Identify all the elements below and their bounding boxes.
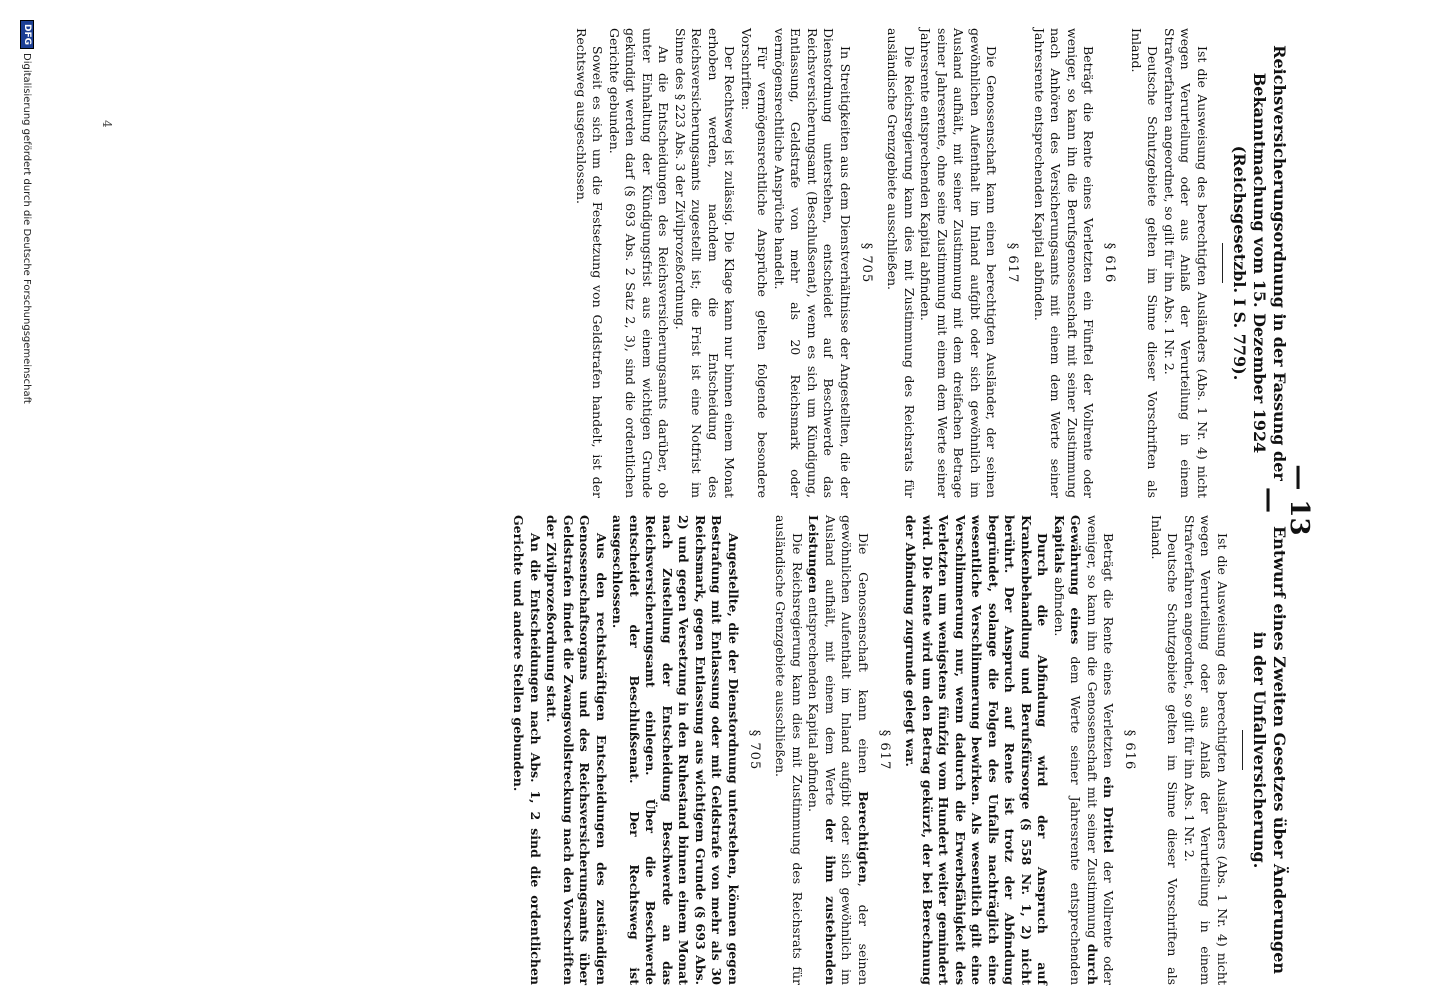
column-current-law — [569, 28, 1290, 498]
paragraph: Ist die Ausweisung des berechtigten Ausländers (Abs. 1 Nr. 4) nicht wegen Verurteilung oder aus Anlaß der Verurteilung in einem Strafverfahren angeordnet, so gilt für ihn Abs. 1 Nr. 2. — [1162, 28, 1210, 498]
paragraph: Die Reichsregierung kann dies mit Zustimmung des Reichsrats für ausländische Grenzgebiete ausschließen. — [773, 515, 805, 985]
paragraph: Beträgt die Rente eines Verletzten ein Fünftel der Vollrente oder weniger, so kann ihn die Berufsgenossenschaft mit seiner Zustimmung nach Anhören des Versicherungsamts mit einem dem Werte seiner Jahresrente entsprechenden Kapital abfinden. — [1032, 28, 1097, 498]
section-617 — [772, 515, 871, 985]
text-run: Beträgt die Rente eines Verletzten — [1101, 533, 1117, 777]
section-616 — [902, 515, 1117, 985]
text-run: , der seinen gewöhnlichen Aufenthalt im Inland aufgibt oder sich gewöhnlich im Ausland aufhält, mit einem dem Werte — [823, 515, 871, 985]
margin-mark: 4 — [100, 120, 114, 128]
dfg-logo: DFG — [20, 20, 34, 49]
amended-paragraph: Angestellte, die der Dienstordnung unterstehen, können gegen Bestrafung mit Entlassung oder mit Geldstrafe von mehr als 30 Reichsmark, gegen Entlassung aus wichtigem Grunde (§ 693 Abs. 2) und gegen Versetzung in den Ruhestand binnen einem Monat nach Zustellung der Entscheidung Beschwerde an das Reichsversicherungsamt einlegen. Über die Beschwerde entscheidet der Beschlußsenat. Der Rechtsweg ist ausgeschlossen. — [610, 515, 741, 985]
amended-text: Berechtigten — [856, 791, 871, 883]
section-616 — [1031, 28, 1097, 498]
text-run: der Vollrente oder weniger, so kann ihn die Genossenschaft mit seiner Zustimmung — [1085, 515, 1117, 985]
paragraph: Die Reichsregierung kann dies mit Zustimmung des Reichsrats für ausländische Grenzgebiete ausschließen. — [885, 28, 917, 498]
paragraph: Soweit es sich um die Festsetzung von Geldstrafen handelt, ist der Rechtsweg ausgeschlossen. — [574, 28, 606, 498]
text-run: abfinden. — [1052, 573, 1067, 637]
credit-text: Digitalisierung gefördert durch die Deutsche Forschungsgemeinschaft — [21, 53, 32, 404]
column-title-current-law: Reichsversicherungsordnung in der Fassung der Bekanntmachung vom 15. Dezember 1924 (Reichsgesetzbl. I S. 779). — [1230, 45, 1289, 481]
title-rule — [1242, 730, 1243, 770]
column-title-draft: Entwurf eines Zweiten Gesetzes über Änderungen in der Unfallversicherung. — [1250, 525, 1289, 974]
amended-text: durch Gewährung eines — [1068, 515, 1100, 985]
section-705 — [510, 515, 741, 985]
digitization-credit — [20, 20, 34, 980]
paragraph: Ist die Ausweisung des berechtigten Ausländers (Abs. 1 Nr. 4) nicht wegen Verurteilung oder aus Anlaß der Verurteilung in einem Strafverfahren angeordnet, so gilt für ihn Abs. 1 Nr. 2. — [1182, 515, 1230, 985]
paragraph: An die Entscheidungen des Reichsversicherungsamts darüber, ob unter Einhaltung der Kündigungsfrist aus einem wichtigen Grunde gekündigt werden darf (§ 693 Abs. 2 Satz 2, 3), sind die ordentlichen Gerichte gebunden. — [607, 28, 672, 498]
paragraph — [1051, 515, 1117, 985]
amended-paragraph: Durch die Abfindung wird der Anspruch auf Krankenbehandlung und Berufsfürsorge (§ 558 Nr. 1, 2) nicht berührt. Der Anspruch auf Rente ist trotz der Abfindung begründet, solange die Folgen des Unfalls nachträglich eine wesentliche Verschlimmerung bewirken. Als wesentlich gilt eine Verschlimmerung nur, wenn dadurch die Erwerbsfähigkeit des Verletzten um wenigstens fünfzig vom Hundert weiter gemindert wird. Die Rente wird um den Betrag gekürzt, der bei Berechnung der Abfindung zugrunde gelegt war. — [903, 515, 1051, 985]
section-heading-705: § 705 — [747, 729, 762, 771]
paragraph: Deutsche Schutzgebiete gelten im Sinne dieser Vorschriften als Inland. — [1129, 28, 1161, 498]
paragraph: Für vermögensrechtliche Ansprüche gelten folgende besondere Vorschriften: — [739, 28, 771, 498]
intro-block — [1128, 28, 1211, 498]
section-heading-616: § 616 — [1102, 242, 1118, 284]
section-617 — [884, 28, 1000, 498]
paragraph: Der Rechtsweg ist zulässig. Die Klage kann nur binnen einem Monat erhoben werden, nachdem die Entscheidung des Reichsversicherungsamts zugestellt ist; die Frist ist eine Notfrist im Sinne des § 223 Abs. 3 der Zivilprozeßordnung. — [673, 28, 738, 498]
text-run: entsprechenden Kapital abfinden. — [806, 593, 822, 812]
paragraph — [805, 515, 871, 985]
section-heading-705: § 705 — [859, 242, 874, 284]
text-run: Die Genossenschaft kann einen — [856, 533, 871, 792]
column-draft — [506, 515, 1289, 985]
section-heading-617: § 617 — [1005, 242, 1021, 284]
amended-paragraph: Aus den rechtskräftigen Entscheidungen des zuständigen Genossenschaftsorgans und des Reichsversicherungsamts über Geldstrafen findet die Zwangsvollstreckung nach den Vorschriften der Zivilprozeßordnung statt. — [544, 515, 609, 985]
paragraph: Deutsche Schutzgebiete gelten im Sinne dieser Vorschriften als Inland. — [1149, 515, 1181, 985]
section-heading-616: § 616 — [1122, 729, 1138, 771]
page-number: — 13 — — [1254, 464, 1314, 536]
text-run: dem Werte seiner Jahresrente entsprechenden — [1068, 644, 1084, 985]
paragraph: Die Genossenschaft kann einen berechtigten Ausländer, der seinen gewöhnlichen Aufenthalt im Inland aufgibt oder sich gewöhnlich im Ausland aufhält, mit seiner Zustimmung mit dem dreifachen Betrage seiner Jahresrente, ohne seine Zustimmung mit einem dem Werte seiner Jahresrente entsprechenden Kapital abfinden. — [918, 28, 1000, 498]
amended-text: Kapitals — [1052, 515, 1067, 574]
paragraph: In Streitigkeiten aus dem Dienstverhältnisse der Angestellten, die der Dienstordnung unterstehen, entscheidet auf Beschwerde das Reichsversicherungsamt (Beschlußsenat), wenn es sich um Kündigung, Entlassung, Geldstrafe von mehr als 20 Reichsmark oder vermögensrechtliche Ansprüche handelt. — [772, 28, 853, 498]
amended-paragraph: An die Entscheidungen nach Abs. 1, 2 sind die ordentlichen Gerichte und andere Stellen gebunden. — [511, 515, 543, 985]
amended-text: der ihm zustehenden Leistungen — [806, 515, 838, 985]
section-heading-617: § 617 — [877, 729, 892, 771]
section-705 — [573, 28, 854, 498]
amended-text: ein Drittel — [1101, 776, 1117, 854]
intro-block — [1148, 515, 1231, 985]
title-rule — [1222, 243, 1223, 283]
